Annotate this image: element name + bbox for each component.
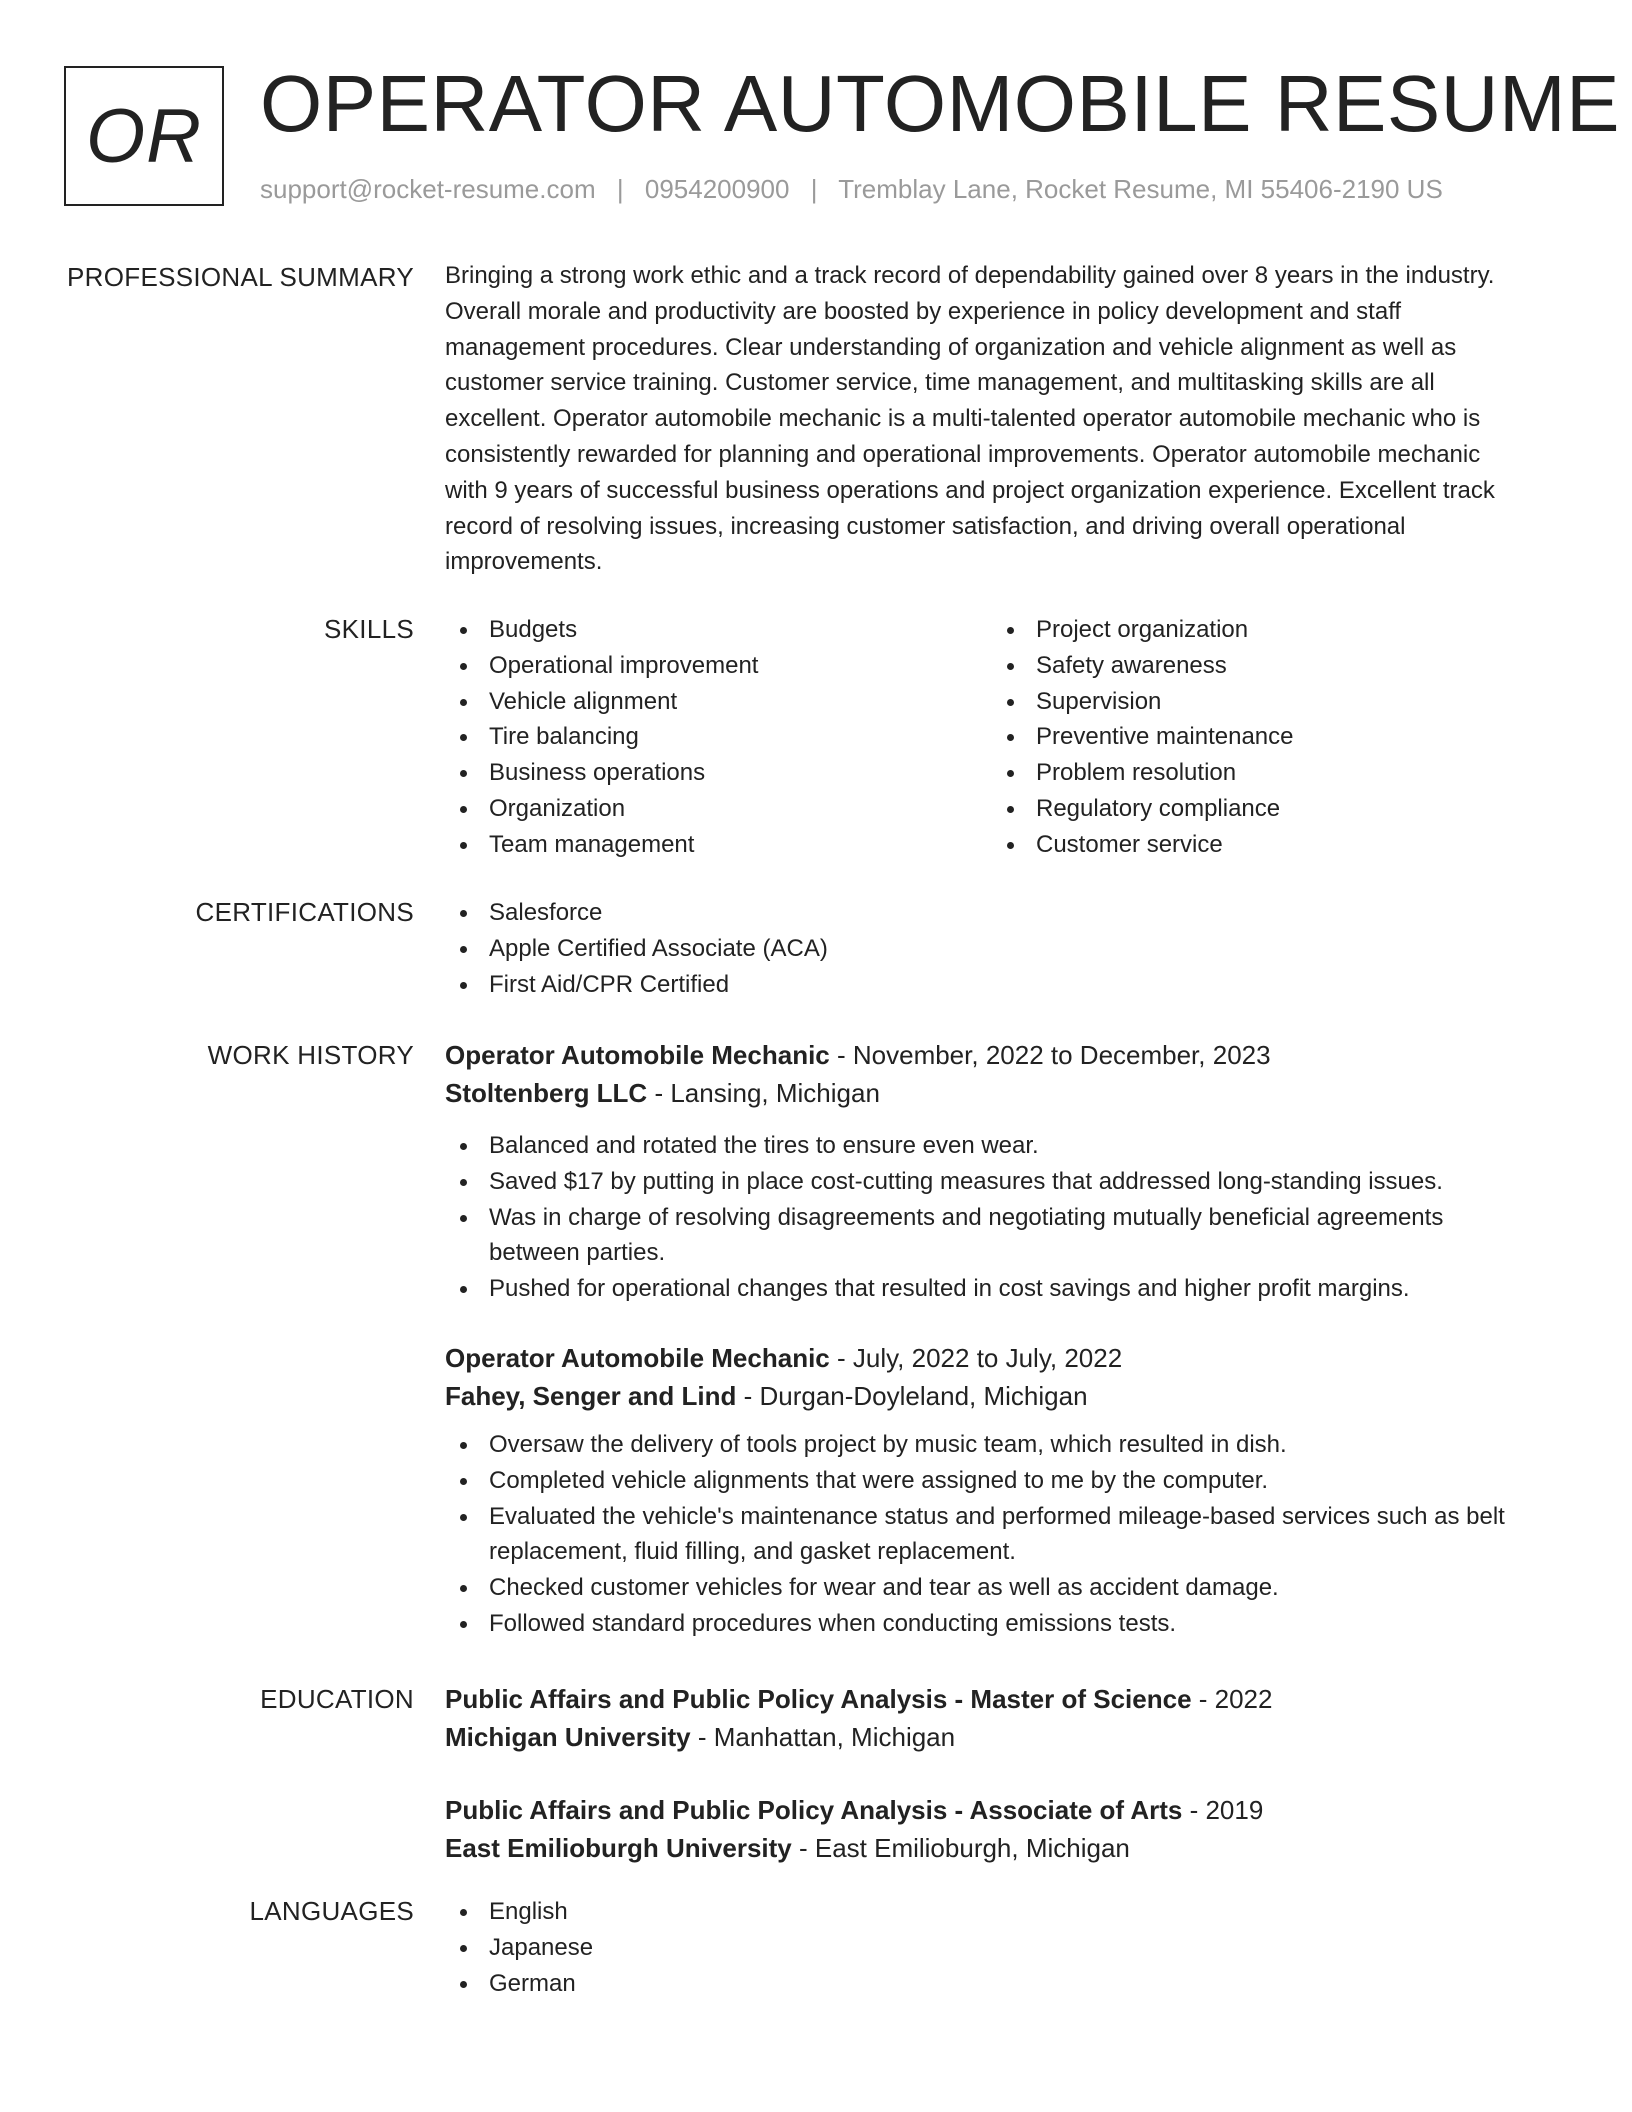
skill-item: Business operations [445, 755, 992, 791]
education-school-line [445, 1718, 1545, 1756]
job-bullet: Pushed for operational changes that resulted in cost savings and higher profit margins. [445, 1271, 1545, 1307]
job-title: Operator Automobile Mechanic [445, 1040, 830, 1070]
certification-item: First Aid/CPR Certified [445, 967, 1545, 1003]
job-bullet-text-cont: replacement, fluid filling, and gasket replacement. [489, 1538, 1016, 1566]
summary-line: consistently rewarded for planning and operational improvements. Operator automobile mechanic [445, 440, 1481, 468]
job-bullets [445, 1427, 1545, 1642]
education-degree-line [445, 1680, 1545, 1718]
job-dates: - November, 2022 to December, 2023 [829, 1040, 1271, 1070]
contact-email[interactable]: support@rocket-resume.com [260, 174, 596, 204]
skill-item: Vehicle alignment [445, 684, 992, 720]
job-location: - Durgan-Doyleland, Michigan [736, 1381, 1088, 1411]
section-label-work-history: WORK HISTORY [207, 1040, 414, 1070]
job-bullet-text: Was in charge of resolving disagreements and negotiating mutually beneficial agreements [489, 1203, 1444, 1231]
education-school: East Emilioburgh University [445, 1833, 792, 1863]
job-location: - Lansing, Michigan [647, 1078, 880, 1108]
job-bullet: Completed vehicle alignments that were assigned to me by the computer. [445, 1463, 1545, 1499]
skills-list [445, 612, 1545, 863]
skill-item: Budgets [445, 612, 992, 648]
language-item: Japanese [445, 1930, 1545, 1966]
summary-line: improvements. [445, 548, 603, 576]
contact-separator: | [810, 174, 818, 204]
education-degree-line [445, 1791, 1545, 1829]
job-title-line [445, 1339, 1545, 1377]
monogram-badge [64, 66, 224, 206]
summary-line: with 9 years of successful business operations and project organization experience. Excellent track [445, 476, 1495, 504]
contact-address: Tremblay Lane, Rocket Resume, MI 55406-2190 US [838, 174, 1443, 204]
contact-separator: | [616, 174, 624, 204]
skill-item: Operational improvement [445, 648, 992, 684]
job-bullet: Oversaw the delivery of tools project by music team, which resulted in dish. [445, 1427, 1545, 1463]
job-company: Stoltenberg LLC [445, 1078, 648, 1108]
section-label-languages: LANGUAGES [249, 1896, 414, 1926]
education-degree: Public Affairs and Public Policy Analysis - Master of Science [445, 1684, 1192, 1714]
skill-item: Project organization [992, 612, 1539, 648]
education-school-line [445, 1829, 1545, 1867]
section-label-summary: PROFESSIONAL SUMMARY [67, 262, 414, 292]
skill-item: Customer service [992, 827, 1539, 863]
section-label-certifications: CERTIFICATIONS [195, 897, 414, 927]
section-label-education: EDUCATION [260, 1684, 414, 1714]
monogram-initials: OR [86, 93, 202, 179]
contact-phone[interactable]: 0954200900 [644, 174, 790, 204]
summary-line: management procedures. Clear understanding of organization and vehicle alignment as well as [445, 333, 1457, 361]
job-bullet [445, 1499, 1545, 1571]
summary-line: excellent. Operator automobile mechanic is a multi-talented operator automobile mechanic who is [445, 405, 1481, 433]
education-location: - Manhattan, Michigan [690, 1722, 956, 1752]
summary-line: customer service training. Customer service, time management, and multitasking skills are all [445, 369, 1435, 397]
job-bullet [445, 1200, 1545, 1272]
job-company-line [445, 1074, 1545, 1112]
education-entry [445, 1680, 1545, 1756]
education-school: Michigan University [445, 1722, 691, 1752]
certification-item: Apple Certified Associate (ACA) [445, 931, 1545, 967]
job-bullet: Balanced and rotated the tires to ensure even wear. [445, 1128, 1545, 1164]
contact-line [260, 174, 1443, 205]
job-entry [445, 1339, 1545, 1642]
job-title-line [445, 1036, 1545, 1074]
education-entry [445, 1791, 1545, 1867]
skill-item: Safety awareness [992, 648, 1539, 684]
job-bullet: Saved $17 by putting in place cost-cutting measures that addressed long-standing issues. [445, 1164, 1545, 1200]
skill-item: Tire balancing [445, 719, 992, 755]
job-dates: - July, 2022 to July, 2022 [829, 1343, 1123, 1373]
language-item: German [445, 1966, 1545, 2002]
job-company-line [445, 1377, 1545, 1415]
section-label-skills: SKILLS [324, 614, 414, 644]
resume-title: OPERATOR AUTOMOBILE RESUME [260, 59, 1620, 148]
skill-item: Organization [445, 791, 992, 827]
summary-line: Overall morale and productivity are boosted by experience in policy development and staff [445, 297, 1402, 325]
job-bullet: Followed standard procedures when conducting emissions tests. [445, 1606, 1545, 1642]
education-year: - 2022 [1191, 1684, 1273, 1714]
skill-item: Regulatory compliance [992, 791, 1539, 827]
skills-column-right [992, 612, 1539, 863]
skill-item: Problem resolution [992, 755, 1539, 791]
education-year: - 2019 [1182, 1795, 1264, 1825]
job-bullet: Checked customer vehicles for wear and tear as well as accident damage. [445, 1570, 1545, 1606]
job-entry [445, 1036, 1545, 1307]
skill-item: Preventive maintenance [992, 719, 1539, 755]
skill-item: Supervision [992, 684, 1539, 720]
job-company: Fahey, Senger and Lind [445, 1381, 737, 1411]
job-bullet-text: Evaluated the vehicle's maintenance status and performed mileage-based services such as belt [489, 1502, 1505, 1530]
language-item: English [445, 1894, 1545, 1930]
education-degree: Public Affairs and Public Policy Analysis - Associate of Arts [445, 1795, 1183, 1825]
job-title: Operator Automobile Mechanic [445, 1343, 830, 1373]
job-bullets [445, 1128, 1545, 1307]
skills-column-left [445, 612, 992, 863]
summary-line: record of resolving issues, increasing customer satisfaction, and driving overall operational [445, 512, 1406, 540]
summary-text [445, 258, 1545, 580]
languages-list [445, 1894, 1545, 2001]
certifications-list [445, 895, 1545, 1002]
education-location: - East Emilioburgh, Michigan [791, 1833, 1130, 1863]
job-bullet-text-cont: between parties. [489, 1239, 666, 1267]
summary-line: Bringing a strong work ethic and a track record of dependability gained over 8 years in the industry. [445, 262, 1495, 289]
certification-item: Salesforce [445, 895, 1545, 931]
skill-item: Team management [445, 827, 992, 863]
